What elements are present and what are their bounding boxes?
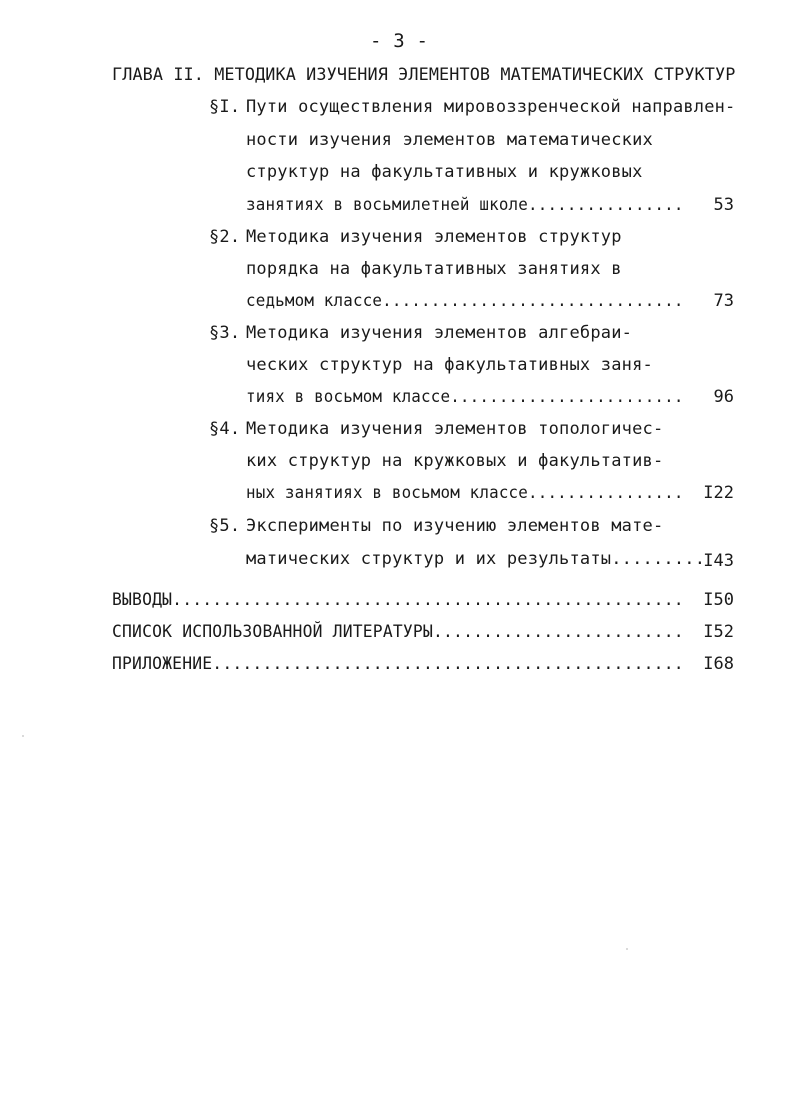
section-2-marker: §2. — [209, 227, 241, 247]
section-4-line-2: ких структур на кружковых и факультатив- — [246, 451, 664, 471]
bibliography-entry: СПИСОК ИСПОЛЬЗОВАННОЙ ЛИТЕРАТУРЫ......................... — [112, 622, 684, 642]
section-2-line-3: седьмом классе............................... — [246, 291, 684, 311]
section-2-line-2: порядка на факультативных занятиях в — [246, 259, 622, 279]
section-3-page: 96 — [713, 387, 734, 407]
conclusions-entry: ВЫВОДЫ................................................... — [112, 590, 684, 610]
scan-speck — [626, 948, 628, 950]
section-3-line-3: тиях в восьмом классе........................ — [246, 387, 684, 407]
bibliography-page: I52 — [703, 622, 734, 642]
section-2-page: 73 — [713, 291, 734, 311]
chapter-heading: ГЛАВА II. МЕТОДИКА ИЗУЧЕНИЯ ЭЛЕМЕНТОВ МАТЕМАТИЧЕСКИХ СТРУКТУР — [112, 65, 736, 85]
section-5-marker: §5. — [209, 516, 241, 536]
section-3-line-1: Методика изучения элементов алгебраи- — [246, 323, 633, 343]
section-4-line-1: Методика изучения элементов топологичес- — [246, 419, 664, 439]
section-4-marker: §4. — [209, 419, 241, 439]
appendix-page: I68 — [703, 654, 734, 674]
section-1-line-4: занятиях в восьмилетней школе................ — [246, 195, 684, 215]
section-5-line-2: матических структур и их результаты......... — [246, 549, 706, 569]
section-1-marker: §I. — [209, 97, 241, 117]
conclusions-page: I50 — [703, 590, 734, 610]
section-3-line-2: ческих структур на факультативных заня- — [246, 355, 653, 375]
section-1-line-1: Пути осуществления мировоззренческой направлен- — [246, 97, 736, 117]
section-2-line-1: Методика изучения элементов структур — [246, 227, 622, 247]
section-5-page: I43 — [703, 551, 734, 571]
appendix-entry: ПРИЛОЖЕНИЕ............................................... — [112, 654, 684, 674]
section-1-line-3: структур на факультативных и кружковых — [246, 162, 643, 182]
section-5-line-1: Эксперименты по изучению элементов мате- — [246, 516, 664, 536]
page-number: - 3 - — [370, 30, 429, 52]
section-4-line-3: ных занятиях в восьмом классе................ — [246, 483, 684, 503]
scan-speck — [22, 735, 24, 737]
section-1-line-2: ности изучения элементов математических — [246, 130, 653, 150]
section-3-marker: §3. — [209, 323, 241, 343]
section-1-page: 53 — [713, 195, 734, 215]
section-4-page: I22 — [703, 483, 734, 503]
